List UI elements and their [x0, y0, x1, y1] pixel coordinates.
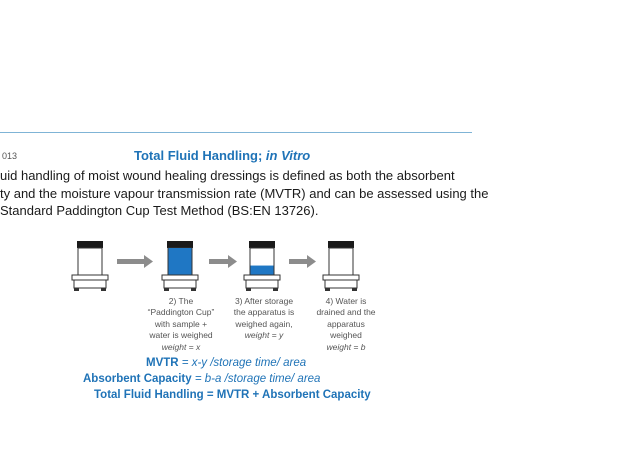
cup-lid [249, 241, 275, 248]
cup-water [169, 248, 192, 275]
cup-body [329, 248, 353, 275]
step-line: 4) Water is [325, 296, 367, 306]
scale-foot [101, 288, 106, 291]
arrow-head [144, 255, 153, 268]
formula-expression: = b-a /storage time/ area [191, 373, 321, 385]
step-line: weighed [330, 330, 362, 341]
step-line: apparatus [327, 318, 365, 329]
arrow-shaft [209, 259, 229, 264]
title-italic: in Vitro [265, 148, 311, 163]
scale-foot [164, 288, 169, 291]
step-4-caption [306, 296, 386, 353]
step-line: “Paddington Cup” [147, 307, 215, 318]
formula-label: MVTR [146, 357, 179, 369]
scale-base [164, 280, 196, 288]
cup-lid [167, 241, 193, 248]
process-arrow-3 [289, 255, 316, 268]
formula-label: Absorbent Capacity [83, 373, 192, 385]
arrow-head [307, 255, 316, 268]
arrow-shaft [117, 259, 145, 264]
step-line: with sample + [154, 318, 208, 329]
scale-platform [323, 275, 359, 280]
cup-body [78, 248, 102, 275]
step-line: weighed again, [235, 318, 293, 329]
cup-lid [328, 241, 354, 248]
scale-apparatus-1 [72, 241, 108, 291]
step-weight: weight = y [244, 330, 284, 341]
formula-total-fluid-handling: Total Fluid Handling = MVTR + Absorbent Capacity [94, 389, 371, 401]
scale-base [246, 280, 278, 288]
scale-foot [325, 288, 330, 291]
step-weight: weight = x [161, 341, 201, 352]
year-fragment: 013 [2, 151, 18, 161]
step-line: water is weighed [149, 330, 213, 341]
scale-apparatus-2 [162, 241, 198, 291]
step-2-caption [140, 296, 222, 353]
scale-foot [74, 288, 79, 291]
paragraph-line: ty and the moisture vapour transmission rate (MVTR) and can be assessed using the [0, 185, 489, 201]
formula-expression: = x-y /storage time/ area [178, 357, 307, 369]
step-weight: weight = b [326, 341, 366, 352]
process-arrow-1 [117, 255, 153, 268]
scale-apparatus-4 [323, 241, 359, 291]
arrow-shaft [289, 259, 308, 264]
step-line: the apparatus is [233, 307, 295, 318]
scale-platform [162, 275, 198, 280]
step-line: 3) After storage [234, 296, 294, 306]
scale-apparatus-3 [244, 241, 280, 291]
scale-foot [191, 288, 196, 291]
scale-base [325, 280, 357, 288]
scale-foot [352, 288, 357, 291]
scale-platform [244, 275, 280, 280]
formula-absorbent-capacity [83, 373, 320, 385]
scale-foot [246, 288, 251, 291]
scale-platform [72, 275, 108, 280]
step-3-caption [224, 296, 304, 342]
scale-base [74, 280, 106, 288]
formula-mvtr [146, 357, 306, 369]
arrow-head [228, 255, 237, 268]
cup-lid [77, 241, 103, 248]
paragraph-line: uid handling of moist wound healing dressings is defined as both the absorbent [0, 168, 455, 183]
scale-foot [273, 288, 278, 291]
step-line: drained and the [316, 307, 376, 318]
process-arrow-2 [209, 255, 237, 268]
title-main: Total Fluid Handling; [134, 148, 263, 163]
cup-water [251, 266, 274, 275]
step-line: 2) The [168, 296, 194, 306]
paragraph-line: Standard Paddington Cup Test Method (BS:EN 13726). [0, 203, 319, 218]
